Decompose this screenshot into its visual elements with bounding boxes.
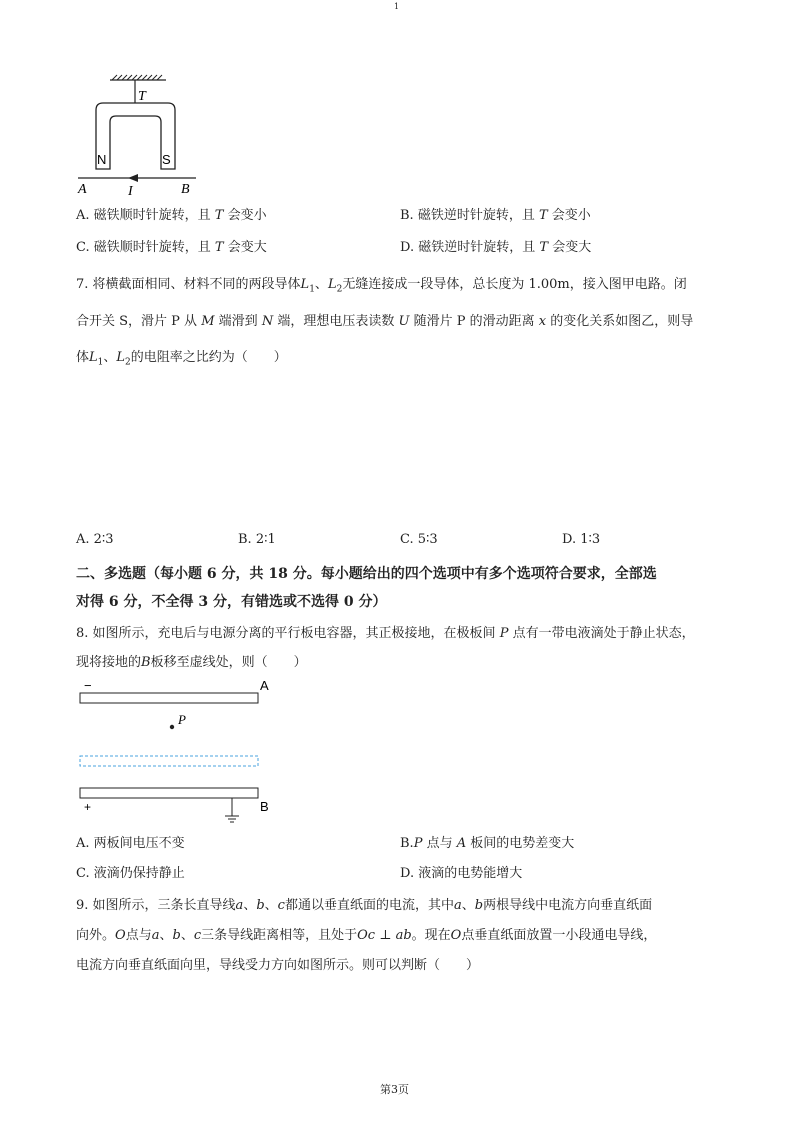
label-p: P bbox=[178, 712, 186, 727]
q6-option-c: C. 磁铁顺时针旋转，且 T 会变大 bbox=[76, 240, 267, 255]
plate-a-label: A bbox=[260, 678, 269, 693]
q8-option-d: D. 液滴的电势能增大 bbox=[400, 866, 523, 881]
plate-a bbox=[80, 693, 258, 703]
q8-option-c: C. 液滴仍保持静止 bbox=[76, 866, 185, 881]
q8-line2: 现将接地的B板移至虚线处，则（ ） bbox=[76, 655, 307, 670]
q8-line1: 8. 如图所示，充电后与电源分离的平行板电容器，其正极接地，在极板间 P 点有一带电液滴处于静止状态， bbox=[76, 626, 695, 641]
q7-option-b: B. 2∶1 bbox=[238, 532, 276, 547]
section2-heading-line2: 对得 6 分，不全得 3 分，有错选或不选得 0 分） bbox=[76, 594, 387, 610]
q9-line1: 9. 如图所示，三条长直导线a、b、c都通以垂直纸面的电流，其中a、b两根导线中电流方向垂直纸面 bbox=[76, 898, 653, 913]
droplet-p bbox=[170, 725, 174, 729]
capacitor-figure bbox=[74, 676, 284, 828]
page-footer: 第3页 bbox=[380, 1083, 409, 1096]
plate-b bbox=[80, 788, 258, 798]
magnet-figure bbox=[70, 74, 210, 199]
page-marker: 1 bbox=[394, 2, 400, 11]
q7-line3: 体$L_1$、$L_2$的电阻率之比约为（ ） bbox=[76, 350, 287, 368]
q6-option-b: B. 磁铁逆时针旋转，且 T 会变小 bbox=[400, 208, 591, 223]
q6-option-a: A. 磁铁顺时针旋转，且 T 会变小 bbox=[76, 208, 267, 223]
label-N: N bbox=[97, 152, 107, 167]
dashed-plate-position bbox=[80, 756, 258, 766]
q9-line2: 向外。O点与a、b、c三条导线距离相等，且处于Oc ⊥ ab。现在O点垂直纸面放置一小段通电导线， bbox=[76, 928, 657, 943]
q7-line2: 合开关 S，滑片 P 从 M 端滑到 N 端，理想电压表读数 U 随滑片 P 的滑动距离 x 的变化关系如图乙，则导 bbox=[76, 314, 694, 329]
q6-option-d: D. 磁铁逆时针旋转，且 T 会变大 bbox=[400, 240, 592, 255]
q8-option-b: B.P 点与 A 板间的电势差变大 bbox=[400, 836, 575, 851]
q9-line3: 电流方向垂直纸面向里，导线受力方向如图所示。则可以判断（ ） bbox=[76, 958, 480, 973]
q7-line1: 7. 将横截面相同、材料不同的两段导体$L_1$、$L_2$无缝连接成一段导体，总长度为 1.00m，接入图甲电路。闭 bbox=[76, 277, 687, 295]
q7-option-a: A. 2∶3 bbox=[76, 532, 114, 547]
minus-sign: − bbox=[84, 678, 92, 693]
label-I: I bbox=[128, 184, 133, 199]
label-S: S bbox=[162, 152, 171, 167]
plate-b-label: B bbox=[260, 799, 269, 814]
q7-option-d: D. 1∶3 bbox=[562, 532, 601, 547]
label-A: A bbox=[78, 182, 87, 197]
ceiling-hatch bbox=[112, 75, 162, 80]
q8-option-a: A. 两板间电压不变 bbox=[76, 836, 185, 851]
label-B: B bbox=[181, 182, 190, 197]
plus-sign: + bbox=[84, 800, 92, 814]
current-arrow bbox=[128, 174, 138, 182]
section2-heading-line1: 二、多选题（每小题 6 分，共 18 分。每小题给出的四个选项中有多个选项符合要求，全部选 bbox=[76, 566, 657, 582]
label-T: T bbox=[138, 89, 146, 104]
q7-option-c: C. 5∶3 bbox=[400, 532, 438, 547]
